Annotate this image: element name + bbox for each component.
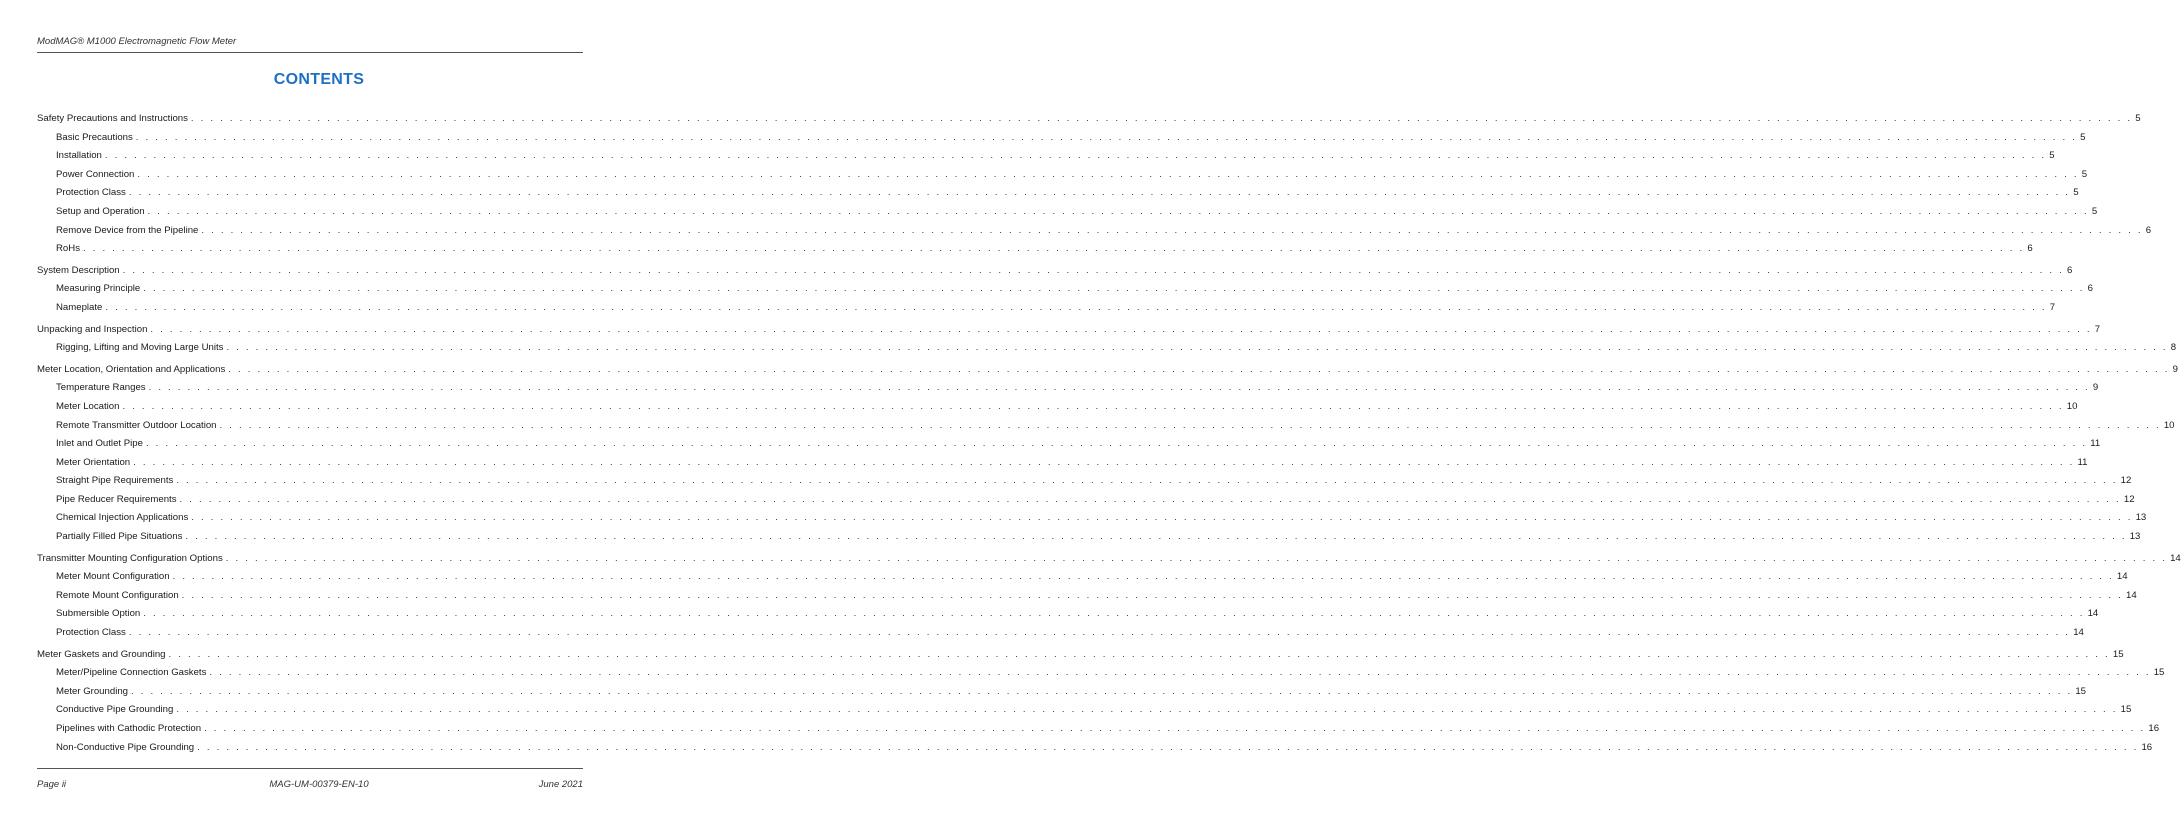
toc-entry-page: 11 — [2077, 456, 2088, 468]
toc-entry-title: Inlet and Outlet Pipe — [56, 438, 143, 450]
toc-dot-leader: . . . . . . . . . . . . . . . . . . . . . . . . . . . . . . . . . . . . . . . . . . . . . . . . . . . . . . . . . . . . . . . . . . . . . . . . . . . . . . . . . . . . . . . . . . . . . . . . . . . . . . . . . . . . . . . . . . . . . . . . . . . . . . . . . . . . . . . . . . . . . . . . . . . . . . . . . . . . . . . . . . . . . . . . . . . . . . . . . . . . . . . . . . . . . . . . . . . . . . . . — [172, 571, 2114, 583]
toc-entry[interactable] — [37, 321, 2101, 340]
toc-entry-title: Temperature Ranges — [56, 382, 146, 394]
toc-subentry[interactable] — [37, 379, 2099, 398]
toc-section — [37, 110, 2152, 259]
toc-dot-leader: . . . . . . . . . . . . . . . . . . . . . . . . . . . . . . . . . . . . . . . . . . . . . . . . . . . . . . . . . . . . . . . . . . . . . . . . . . . . . . . . . . . . . . . . . . . . . . . . . . . . . . . . . . . . . . . . . . . . . . . . . . . . . . . . . . . . . . . . . . . . . . . . . . . . . . . . . . . . . . . . . . . . . . . . . . . . . . . . . . . . . . . . . . . . . . . . . . . . . . . . — [122, 400, 2064, 412]
toc-entry-page: 6 — [2087, 283, 2093, 295]
toc-dot-leader: . . . . . . . . . . . . . . . . . . . . . . . . . . . . . . . . . . . . . . . . . . . . . . . . . . . . . . . . . . . . . . . . . . . . . . . . . . . . . . . . . . . . . . . . . . . . . . . . . . . . . . . . . . . . . . . . . . . . . . . . . . . . . . . . . . . . . . . . . . . . . . . . . . . . . . . . . . . . . . . . . . . . . . . . . . . . . . . . . . . . . . . . . . . . . . . . . . . . . . . . — [105, 301, 2047, 313]
toc-subentry[interactable] — [37, 683, 2086, 702]
toc-dot-leader: . . . . . . . . . . . . . . . . . . . . . . . . . . . . . . . . . . . . . . . . . . . . . . . . . . . . . . . . . . . . . . . . . . . . . . . . . . . . . . . . . . . . . . . . . . . . . . . . . . . . . . . . . . . . . . . . . . . . . . . . . . . . . . . . . . . . . . . . . . . . . . . . . . . . . . . . . . . . . . . . . . . . . . . . . . . . . . . . . . . . . . . . . . . . . . . . . . . . . . . . — [197, 741, 2139, 753]
toc-entry-title: Basic Precautions — [56, 131, 133, 143]
toc-entry-page: 13 — [2135, 512, 2147, 524]
toc-entry-title: Pipe Reducer Requirements — [56, 493, 177, 505]
toc-entry-title: Meter Grounding — [56, 685, 128, 697]
toc-entry[interactable] — [37, 361, 2178, 380]
toc-dot-leader: . . . . . . . . . . . . . . . . . . . . . . . . . . . . . . . . . . . . . . . . . . . . . . . . . . . . . . . . . . . . . . . . . . . . . . . . . . . . . . . . . . . . . . . . . . . . . . . . . . . . . . . . . . . . . . . . . . . . . . . . . . . . . . . . . . . . . . . . . . . . . . . . . . . . . . . . . . . . . . . . . . . . . . . . . . . . . . . . . . . . . . . . . . . . . . . . . . . . . . . . — [104, 150, 2047, 162]
toc-entry-page: 10 — [2163, 419, 2175, 431]
toc-dot-leader: . . . . . . . . . . . . . . . . . . . . . . . . . . . . . . . . . . . . . . . . . . . . . . . . . . . . . . . . . . . . . . . . . . . . . . . . . . . . . . . . . . . . . . . . . . . . . . . . . . . . . . . . . . . . . . . . . . . . . . . . . . . . . . . . . . . . . . . . . . . . . . . . . . . . . . . . . . . . . . . . . . . . . . . . . . . . . . . . . . . . . . . . . . . . . . . . . . . . . . . . — [201, 224, 2143, 236]
toc-dot-leader: . . . . . . . . . . . . . . . . . . . . . . . . . . . . . . . . . . . . . . . . . . . . . . . . . . . . . . . . . . . . . . . . . . . . . . . . . . . . . . . . . . . . . . . . . . . . . . . . . . . . . . . . . . . . . . . . . . . . . . . . . . . . . . . . . . . . . . . . . . . . . . . . . . . . . . . . . . . . . . . . . . . . . . . . . . . . . . . . . . . . . . . . . . . . . . . . . . . . . . . . — [168, 648, 2110, 660]
toc-subentry[interactable] — [37, 240, 2033, 259]
toc-subentry[interactable] — [37, 222, 2152, 241]
toc-dot-leader: . . . . . . . . . . . . . . . . . . . . . . . . . . . . . . . . . . . . . . . . . . . . . . . . . . . . . . . . . . . . . . . . . . . . . . . . . . . . . . . . . . . . . . . . . . . . . . . . . . . . . . . . . . . . . . . . . . . . . . . . . . . . . . . . . . . . . . . . . . . . . . . . . . . . . . . . . . . . . . . . . . . . . . . . . . . . . . . . . . . . . . . . . . . . . . . . . . . . . . . . — [225, 552, 2168, 564]
toc-entry[interactable] — [37, 646, 2124, 665]
toc-subentry[interactable] — [37, 624, 2084, 643]
table-of-contents — [37, 110, 2181, 760]
toc-entry-title: Transmitter Mounting Configuration Options — [37, 552, 223, 564]
toc-entry-title: Meter Gaskets and Grounding — [37, 648, 166, 660]
toc-entry-page: 15 — [2112, 648, 2124, 660]
toc-entry-page: 9 — [2092, 382, 2099, 394]
toc-dot-leader: . . . . . . . . . . . . . . . . . . . . . . . . . . . . . . . . . . . . . . . . . . . . . . . . . . . . . . . . . . . . . . . . . . . . . . . . . . . . . . . . . . . . . . . . . . . . . . . . . . . . . . . . . . . . . . . . . . . . . . . . . . . . . . . . . . . . . . . . . . . . . . . . . . . . . . . . . . . . . . . . . . . . . . . . . . . . . . . . . . . . . . . . . . . . . . . . . . . . . . . . — [191, 512, 2133, 524]
toc-entry-title: Straight Pipe Requirements — [56, 475, 174, 487]
toc-section — [37, 550, 2181, 643]
toc-section — [37, 361, 2178, 547]
toc-entry-title: Meter Orientation — [56, 456, 131, 468]
toc-entry-title: Meter Location — [56, 400, 120, 412]
toc-dot-leader: . . . . . . . . . . . . . . . . . . . . . . . . . . . . . . . . . . . . . . . . . . . . . . . . . . . . . . . . . . . . . . . . . . . . . . . . . . . . . . . . . . . . . . . . . . . . . . . . . . . . . . . . . . . . . . . . . . . . . . . . . . . . . . . . . . . . . . . . . . . . . . . . . . . . . . . . . . . . . . . . . . . . . . . . . . . . . . . . . . . . . . . . . . . . . . . . . . . . . . . . — [179, 493, 2121, 505]
toc-entry-title: RoHs — [56, 243, 80, 255]
footer-page-number: Page ii — [37, 779, 67, 790]
toc-entry-title: Meter/Pipeline Connection Gaskets — [56, 667, 207, 679]
toc-subentry[interactable] — [37, 129, 2086, 148]
toc-entry-page: 6 — [2066, 264, 2073, 276]
toc-entry-page: 14 — [2087, 608, 2099, 620]
toc-entry-page: 14 — [2116, 571, 2128, 583]
toc-dot-leader: . . . . . . . . . . . . . . . . . . . . . . . . . . . . . . . . . . . . . . . . . . . . . . . . . . . . . . . . . . . . . . . . . . . . . . . . . . . . . . . . . . . . . . . . . . . . . . . . . . . . . . . . . . . . . . . . . . . . . . . . . . . . . . . . . . . . . . . . . . . . . . . . . . . . . . . . . . . . . . . . . . . . . . . . . . . . . . . . . . . . . . . . . . . . . . . . . . . . . . . . — [176, 475, 2118, 487]
toc-dot-leader: . . . . . . . . . . . . . . . . . . . . . . . . . . . . . . . . . . . . . . . . . . . . . . . . . . . . . . . . . . . . . . . . . . . . . . . . . . . . . . . . . . . . . . . . . . . . . . . . . . . . . . . . . . . . . . . . . . . . . . . . . . . . . . . . . . . . . . . . . . . . . . . . . . . . . . . . . . . . . . . . . . . . . . . . . . . . . . . . . . . . . . . . . . . . . . . . . . . . . . . . — [190, 113, 2133, 124]
toc-entry-title: Rigging, Lifting and Moving Large Units — [56, 342, 224, 354]
toc-entry-page: 6 — [2145, 224, 2152, 236]
toc-subentry[interactable] — [37, 587, 2137, 606]
toc-subentry[interactable] — [37, 147, 2055, 166]
toc-entry-page: 11 — [2090, 438, 2101, 450]
toc-subentry[interactable] — [37, 605, 2099, 624]
toc-entry-title: Non-Conductive Pipe Grounding — [56, 741, 195, 753]
toc-subentry[interactable] — [37, 417, 2175, 436]
footer-divider — [37, 768, 583, 769]
toc-entry-page: 9 — [2172, 363, 2178, 375]
toc-dot-leader: . . . . . . . . . . . . . . . . . . . . . . . . . . . . . . . . . . . . . . . . . . . . . . . . . . . . . . . . . . . . . . . . . . . . . . . . . . . . . . . . . . . . . . . . . . . . . . . . . . . . . . . . . . . . . . . . . . . . . . . . . . . . . . . . . . . . . . . . . . . . . . . . . . . . . . . . . . . . . . . . . . . . . . . . . . . . . . . . . . . . . . . . . . . . . . . . . . . . . . . . — [135, 131, 2078, 143]
toc-dot-leader: . . . . . . . . . . . . . . . . . . . . . . . . . . . . . . . . . . . . . . . . . . . . . . . . . . . . . . . . . . . . . . . . . . . . . . . . . . . . . . . . . . . . . . . . . . . . . . . . . . . . . . . . . . . . . . . . . . . . . . . . . . . . . . . . . . . . . . . . . . . . . . . . . . . . . . . . . . . . . . . . . . . . . . . . . . . . . . . . . . . . . . . . . . . . . . . . . . . . . . . . — [133, 456, 2075, 468]
toc-subentry[interactable] — [37, 720, 2160, 739]
toc-subentry[interactable] — [37, 568, 2128, 587]
toc-subentry[interactable] — [37, 701, 2132, 720]
toc-entry-page: 12 — [2123, 493, 2135, 505]
toc-dot-leader: . . . . . . . . . . . . . . . . . . . . . . . . . . . . . . . . . . . . . . . . . . . . . . . . . . . . . . . . . . . . . . . . . . . . . . . . . . . . . . . . . . . . . . . . . . . . . . . . . . . . . . . . . . . . . . . . . . . . . . . . . . . . . . . . . . . . . . . . . . . . . . . . . . . . . . . . . . . . . . . . . . . . . . . . . . . . . . . . . . . . . . . . . . . . . . . . . . . . . . . . — [131, 685, 2073, 697]
toc-entry-page: 7 — [2094, 323, 2101, 335]
toc-entry-title: Nameplate — [56, 301, 103, 313]
toc-entry-page: 16 — [2141, 741, 2153, 753]
toc-subentry[interactable] — [37, 203, 2098, 222]
toc-section — [37, 646, 2165, 758]
toc-entry[interactable] — [37, 550, 2181, 569]
toc-dot-leader: . . . . . . . . . . . . . . . . . . . . . . . . . . . . . . . . . . . . . . . . . . . . . . . . . . . . . . . . . . . . . . . . . . . . . . . . . . . . . . . . . . . . . . . . . . . . . . . . . . . . . . . . . . . . . . . . . . . . . . . . . . . . . . . . . . . . . . . . . . . . . . . . . . . . . . . . . . . . . . . . . . . . . . . . . . . . . . . . . . . . . . . . . . . . . . . . . . . . . . . . — [204, 723, 2146, 734]
toc-entry-title: Meter Mount Configuration — [56, 571, 170, 583]
toc-dot-leader: . . . . . . . . . . . . . . . . . . . . . . . . . . . . . . . . . . . . . . . . . . . . . . . . . . . . . . . . . . . . . . . . . . . . . . . . . . . . . . . . . . . . . . . . . . . . . . . . . . . . . . . . . . . . . . . . . . . . . . . . . . . . . . . . . . . . . . . . . . . . . . . . . . . . . . . . . . . . . . . . . . . . . . . . . . . . . . . . . . . . . . . . . . . . . . . . . . . . . . . . — [150, 323, 2092, 335]
toc-entry-title: Remote Transmitter Outdoor Location — [56, 419, 217, 431]
toc-entry-page: 13 — [2129, 531, 2141, 543]
toc-entry-page: 10 — [2066, 400, 2078, 412]
toc-dot-leader: . . . . . . . . . . . . . . . . . . . . . . . . . . . . . . . . . . . . . . . . . . . . . . . . . . . . . . . . . . . . . . . . . . . . . . . . . . . . . . . . . . . . . . . . . . . . . . . . . . . . . . . . . . . . . . . . . . . . . . . . . . . . . . . . . . . . . . . . . . . . . . . . . . . . . . . . . . . . . . . . . . . . . . . . . . . . . . . . . . . . . . . . . . . . . . . . . . . . . . . . — [143, 283, 2085, 295]
toc-entry-title: Setup and Operation — [56, 205, 145, 217]
toc-entry-title: Meter Location, Orientation and Applications — [37, 363, 226, 375]
toc-dot-leader: . . . . . . . . . . . . . . . . . . . . . . . . . . . . . . . . . . . . . . . . . . . . . . . . . . . . . . . . . . . . . . . . . . . . . . . . . . . . . . . . . . . . . . . . . . . . . . . . . . . . . . . . . . . . . . . . . . . . . . . . . . . . . . . . . . . . . . . . . . . . . . . . . . . . . . . . . . . . . . . . . . . . . . . . . . . . . . . . . . . . . . . . . . . . . . . . . . . . . . . . — [148, 382, 2090, 394]
toc-entry-title: Submersible Option — [56, 608, 141, 620]
toc-entry[interactable] — [37, 110, 2141, 129]
toc-dot-leader: . . . . . . . . . . . . . . . . . . . . . . . . . . . . . . . . . . . . . . . . . . . . . . . . . . . . . . . . . . . . . . . . . . . . . . . . . . . . . . . . . . . . . . . . . . . . . . . . . . . . . . . . . . . . . . . . . . . . . . . . . . . . . . . . . . . . . . . . . . . . . . . . . . . . . . . . . . . . . . . . . . . . . . . . . . . . . . . . . . . . . . . . . . . . . . . . . . . . . . . . — [181, 589, 2123, 601]
toc-entry-page: 16 — [2148, 723, 2160, 734]
toc-subentry[interactable] — [37, 491, 2135, 510]
toc-entry-page: 12 — [2120, 475, 2132, 487]
toc-dot-leader: . . . . . . . . . . . . . . . . . . . . . . . . . . . . . . . . . . . . . . . . . . . . . . . . . . . . . . . . . . . . . . . . . . . . . . . . . . . . . . . . . . . . . . . . . . . . . . . . . . . . . . . . . . . . . . . . . . . . . . . . . . . . . . . . . . . . . . . . . . . . . . . . . . . . . . . . . . . . . . . . . . . . . . . . . . . . . . . . . . . . . . . . . . . . . . . . . . . . . . . . — [176, 704, 2118, 716]
toc-entry-title: Unpacking and Inspection — [37, 323, 148, 335]
toc-entry-page: 5 — [2081, 168, 2088, 180]
toc-subentry[interactable] — [37, 398, 2078, 417]
toc-entry-page: 15 — [2075, 685, 2086, 697]
toc-entry-page: 15 — [2120, 704, 2132, 716]
toc-section — [37, 321, 2177, 358]
toc-entry-page: 5 — [2135, 113, 2141, 124]
header-divider — [37, 52, 583, 53]
toc-entry-page: 8 — [2170, 342, 2177, 354]
toc-dot-leader: . . . . . . . . . . . . . . . . . . . . . . . . . . . . . . . . . . . . . . . . . . . . . . . . . . . . . . . . . . . . . . . . . . . . . . . . . . . . . . . . . . . . . . . . . . . . . . . . . . . . . . . . . . . . . . . . . . . . . . . . . . . . . . . . . . . . . . . . . . . . . . . . . . . . . . . . . . . . . . . . . . . . . . . . . . . . . . . . . . . . . . . . . . . . . . . . . . . . . . . . — [143, 608, 2085, 620]
toc-subentry[interactable] — [37, 339, 2177, 358]
toc-dot-leader: . . . . . . . . . . . . . . . . . . . . . . . . . . . . . . . . . . . . . . . . . . . . . . . . . . . . . . . . . . . . . . . . . . . . . . . . . . . . . . . . . . . . . . . . . . . . . . . . . . . . . . . . . . . . . . . . . . . . . . . . . . . . . . . . . . . . . . . . . . . . . . . . . . . . . . . . . . . . . . . . . . . . . . . . . . . . . . . . . . . . . . . . . . . . . . . . . . . . . . . . — [226, 342, 2168, 354]
toc-dot-leader: . . . . . . . . . . . . . . . . . . . . . . . . . . . . . . . . . . . . . . . . . . . . . . . . . . . . . . . . . . . . . . . . . . . . . . . . . . . . . . . . . . . . . . . . . . . . . . . . . . . . . . . . . . . . . . . . . . . . . . . . . . . . . . . . . . . . . . . . . . . . . . . . . . . . . . . . . . . . . . . . . . . . . . . . . . . . . . . . . . . . . . . . . . . . . . . . . . . . . . . . — [228, 363, 2170, 375]
toc-entry-page: 7 — [2049, 301, 2056, 313]
toc-subentry[interactable] — [37, 664, 2165, 683]
toc-entry-title: Partially Filled Pipe Situations — [56, 531, 183, 543]
toc-subentry[interactable] — [37, 454, 2088, 473]
toc-subentry[interactable] — [37, 528, 2141, 547]
toc-entry-title: Conductive Pipe Grounding — [56, 704, 174, 716]
toc-subentry[interactable] — [37, 472, 2132, 491]
toc-entry-title: Measuring Principle — [56, 283, 141, 295]
toc-entry[interactable] — [37, 262, 2073, 281]
toc-dot-leader: . . . . . . . . . . . . . . . . . . . . . . . . . . . . . . . . . . . . . . . . . . . . . . . . . . . . . . . . . . . . . . . . . . . . . . . . . . . . . . . . . . . . . . . . . . . . . . . . . . . . . . . . . . . . . . . . . . . . . . . . . . . . . . . . . . . . . . . . . . . . . . . . . . . . . . . . . . . . . . . . . . . . . . . . . . . . . . . . . . . . . . . . . . . . . . . . . . . . . . . . — [83, 243, 2025, 255]
toc-entry-page: 6 — [2027, 243, 2033, 255]
toc-entry-title: Safety Precautions and Instructions — [37, 113, 188, 124]
toc-entry-title: Installation — [56, 150, 102, 162]
toc-subentry[interactable] — [37, 739, 2153, 758]
toc-subentry[interactable] — [37, 435, 2101, 454]
toc-dot-leader: . . . . . . . . . . . . . . . . . . . . . . . . . . . . . . . . . . . . . . . . . . . . . . . . . . . . . . . . . . . . . . . . . . . . . . . . . . . . . . . . . . . . . . . . . . . . . . . . . . . . . . . . . . . . . . . . . . . . . . . . . . . . . . . . . . . . . . . . . . . . . . . . . . . . . . . . . . . . . . . . . . . . . . . . . . . . . . . . . . . . . . . . . . . . . . . . . . . . . . . . — [219, 419, 2161, 431]
toc-entry-title: Pipelines with Cathodic Protection — [56, 723, 202, 734]
toc-subentry[interactable] — [37, 184, 2079, 203]
footer-date: June 2021 — [538, 779, 583, 790]
toc-entry-page: 5 — [2091, 205, 2098, 217]
toc-dot-leader: . . . . . . . . . . . . . . . . . . . . . . . . . . . . . . . . . . . . . . . . . . . . . . . . . . . . . . . . . . . . . . . . . . . . . . . . . . . . . . . . . . . . . . . . . . . . . . . . . . . . . . . . . . . . . . . . . . . . . . . . . . . . . . . . . . . . . . . . . . . . . . . . . . . . . . . . . . . . . . . . . . . . . . . . . . . . . . . . . . . . . . . . . . . . . . . . . . . . . . . . — [128, 627, 2071, 639]
toc-dot-leader: . . . . . . . . . . . . . . . . . . . . . . . . . . . . . . . . . . . . . . . . . . . . . . . . . . . . . . . . . . . . . . . . . . . . . . . . . . . . . . . . . . . . . . . . . . . . . . . . . . . . . . . . . . . . . . . . . . . . . . . . . . . . . . . . . . . . . . . . . . . . . . . . . . . . . . . . . . . . . . . . . . . . . . . . . . . . . . . . . . . . . . . . . . . . . . . . . . . . . . . . — [137, 168, 2079, 180]
toc-entry-page: 5 — [2049, 150, 2055, 162]
toc-subentry[interactable] — [37, 299, 2056, 318]
contents-heading: CONTENTS — [273, 71, 365, 88]
toc-entry-page: 14 — [2170, 552, 2181, 564]
toc-entry-page: 5 — [2080, 131, 2086, 143]
toc-section — [37, 262, 2093, 318]
document-title: ModMAG® M1000 Electromagnetic Flow Meter — [37, 36, 237, 47]
toc-entry-title: System Description — [37, 264, 120, 276]
toc-dot-leader: . . . . . . . . . . . . . . . . . . . . . . . . . . . . . . . . . . . . . . . . . . . . . . . . . . . . . . . . . . . . . . . . . . . . . . . . . . . . . . . . . . . . . . . . . . . . . . . . . . . . . . . . . . . . . . . . . . . . . . . . . . . . . . . . . . . . . . . . . . . . . . . . . . . . . . . . . . . . . . . . . . . . . . . . . . . . . . . . . . . . . . . . . . . . . . . . . . . . . . . . — [145, 438, 2088, 450]
toc-entry-page: 5 — [2073, 187, 2079, 199]
toc-entry-title: Remove Device from the Pipeline — [56, 224, 199, 236]
toc-entry-title: Remote Mount Configuration — [56, 589, 179, 601]
toc-entry-page: 15 — [2153, 667, 2165, 679]
toc-entry-page: 14 — [2125, 589, 2137, 601]
toc-dot-leader: . . . . . . . . . . . . . . . . . . . . . . . . . . . . . . . . . . . . . . . . . . . . . . . . . . . . . . . . . . . . . . . . . . . . . . . . . . . . . . . . . . . . . . . . . . . . . . . . . . . . . . . . . . . . . . . . . . . . . . . . . . . . . . . . . . . . . . . . . . . . . . . . . . . . . . . . . . . . . . . . . . . . . . . . . . . . . . . . . . . . . . . . . . . . . . . . . . . . . . . . — [209, 667, 2151, 679]
toc-entry-title: Chemical Injection Applications — [56, 512, 189, 524]
toc-subentry[interactable] — [37, 280, 2093, 299]
toc-dot-leader: . . . . . . . . . . . . . . . . . . . . . . . . . . . . . . . . . . . . . . . . . . . . . . . . . . . . . . . . . . . . . . . . . . . . . . . . . . . . . . . . . . . . . . . . . . . . . . . . . . . . . . . . . . . . . . . . . . . . . . . . . . . . . . . . . . . . . . . . . . . . . . . . . . . . . . . . . . . . . . . . . . . . . . . . . . . . . . . . . . . . . . . . . . . . . . . . . . . . . . . . — [128, 187, 2071, 199]
toc-subentry[interactable] — [37, 166, 2088, 185]
toc-entry-title: Protection Class — [56, 627, 126, 639]
toc-entry-title: Protection Class — [56, 187, 126, 199]
footer-document-code: MAG-UM-00379-EN-10 — [269, 779, 369, 790]
toc-dot-leader: . . . . . . . . . . . . . . . . . . . . . . . . . . . . . . . . . . . . . . . . . . . . . . . . . . . . . . . . . . . . . . . . . . . . . . . . . . . . . . . . . . . . . . . . . . . . . . . . . . . . . . . . . . . . . . . . . . . . . . . . . . . . . . . . . . . . . . . . . . . . . . . . . . . . . . . . . . . . . . . . . . . . . . . . . . . . . . . . . . . . . . . . . . . . . . . . . . . . . . . . — [122, 264, 2064, 276]
toc-subentry[interactable] — [37, 509, 2147, 528]
toc-dot-leader: . . . . . . . . . . . . . . . . . . . . . . . . . . . . . . . . . . . . . . . . . . . . . . . . . . . . . . . . . . . . . . . . . . . . . . . . . . . . . . . . . . . . . . . . . . . . . . . . . . . . . . . . . . . . . . . . . . . . . . . . . . . . . . . . . . . . . . . . . . . . . . . . . . . . . . . . . . . . . . . . . . . . . . . . . . . . . . . . . . . . . . . . . . . . . . . . . . . . . . . . — [147, 205, 2089, 217]
toc-dot-leader: . . . . . . . . . . . . . . . . . . . . . . . . . . . . . . . . . . . . . . . . . . . . . . . . . . . . . . . . . . . . . . . . . . . . . . . . . . . . . . . . . . . . . . . . . . . . . . . . . . . . . . . . . . . . . . . . . . . . . . . . . . . . . . . . . . . . . . . . . . . . . . . . . . . . . . . . . . . . . . . . . . . . . . . . . . . . . . . . . . . . . . . . . . . . . . . . . . . . . . . . — [185, 531, 2127, 543]
toc-entry-page: 14 — [2073, 627, 2084, 639]
toc-entry-title: Power Connection — [56, 168, 135, 180]
